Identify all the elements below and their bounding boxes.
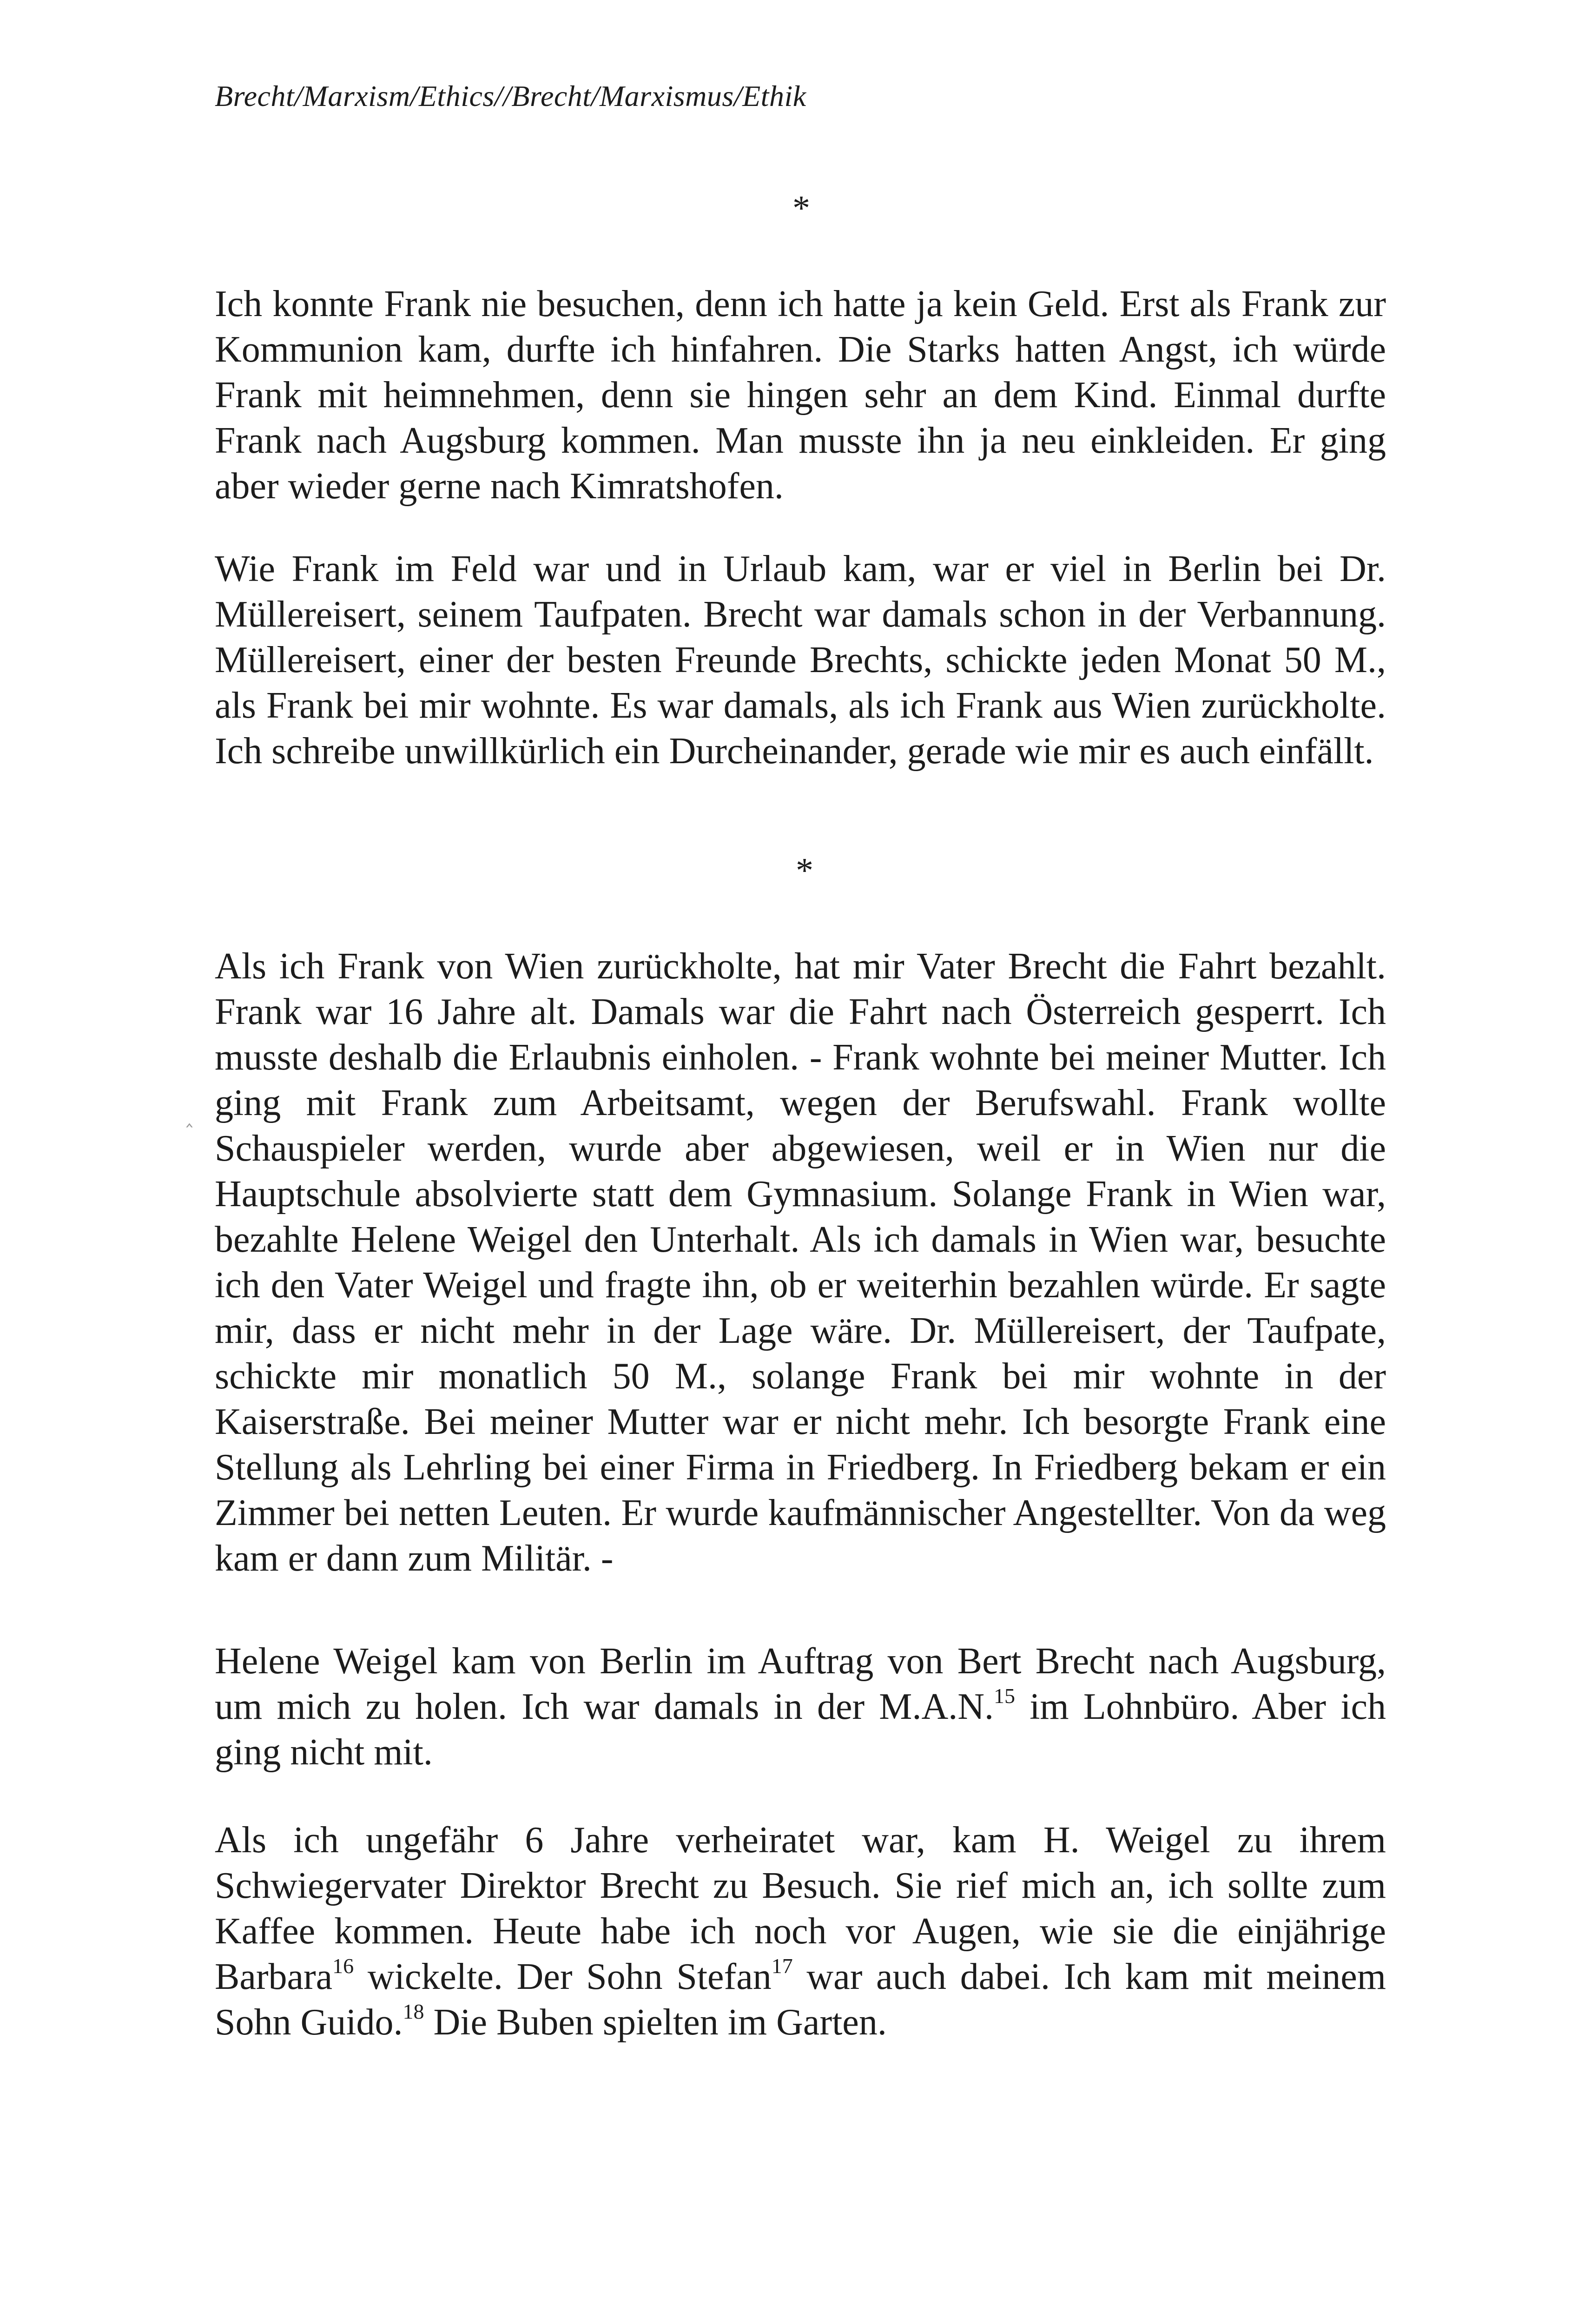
paragraph: Ich konnte Frank nie besuchen, denn ich hatte ja kein Geld. Erst als Frank zur Kommunion kam, durfte ich hinfahren. Die Starks hatten Angst, ich würde Frank mit heimnehmen, denn sie hingen sehr an dem Kind. Einmal durfte Frank nach Augsburg kommen. Man musste ihn ja neu einkleiden. Er ging aber wieder gerne nach Kimratshofen. <box>215 284 1386 507</box>
footnote-ref: 17 <box>771 1954 793 1978</box>
paragraph: Wie Frank im Feld war und in Urlaub kam, war er viel in Berlin bei Dr. Müllereisert, seinem Taufpaten. Brecht war damals schon in der Verbannung. Müllereisert, einer der besten Freunde Brechts, schickte jeden Monat 50 M., als Frank bei mir wohnte. Es war damals, als ich Frank aus Wien zurückholte. Ich schreibe unwillkürlich ein Durcheinander, gerade wie mir es auch einfällt. <box>215 548 1386 772</box>
margin-mark: ‸ <box>186 1104 193 1127</box>
paragraph-text: im Lohnbüro. Aber ich ging nicht mit. <box>215 1686 1386 1773</box>
asterisk: * <box>796 851 813 890</box>
paragraph-text: Die Buben spielten im Garten. <box>424 2002 887 2043</box>
paragraph-text: wickelte. Der Sohn Stefan <box>354 1956 772 1997</box>
footnote-ref: 16 <box>332 1954 354 1978</box>
paragraph <box>215 1817 1386 2045</box>
paragraph-text: Helene Weigel kam von Berlin im Auftrag von Bert Brecht nach Augsburg, um mich zu holen. Ich war damals in der M.A.N. <box>215 1641 1386 1727</box>
running-head: Brecht/Marxism/Ethics//Brecht/Marxismus/Ethik <box>215 79 806 112</box>
paragraph-text: war auch dabei. Ich kam mit meinem Sohn Guido. <box>215 1956 1386 2043</box>
paragraph <box>215 1638 1386 1775</box>
paragraph-text: Als ich ungefähr 6 Jahre verheiratet war, kam H. Weigel zu ihrem Schwiegervater Direktor Brecht zu Besuch. Sie rief mich an, ich sollte zum Kaffee kommen. Heute habe ich noch vor Augen, wie sie die einjährige Barbara <box>215 1820 1386 1997</box>
asterisk: * <box>792 189 810 228</box>
footnote-ref: 18 <box>403 2000 424 2024</box>
footnote-ref: 15 <box>993 1684 1015 1708</box>
paragraph: Als ich Frank von Wien zurückholte, hat mir Vater Brecht die Fahrt bezahlt. Frank war 16 Jahre alt. Damals war die Fahrt nach Österreich gesperrt. Ich musste deshalb die Erlaubnis einholen. - Frank wohnte bei meiner Mutter. Ich ging mit Frank zum Arbeitsamt, wegen der Berufswahl. Frank wollte Schauspieler werden, wurde aber abgewiesen, weil er in Wien nur die Hauptschule absolvierte statt dem Gymnasium. Solange Frank in Wien war, bezahlte Helene Weigel den Unterhalt. Als ich damals in Wien war, besuchte ich den Vater Weigel und fragte ihn, ob er weiterhin bezahlen würde. Er sagte mir, dass er nicht mehr in der Lage wäre. Dr. Müllereisert, der Taufpate, schickte mir monatlich 50 M., solange Frank bei mir wohnte in der Kaiserstraße. Bei meiner Mutter war er nicht mehr. Ich besorgte Frank eine Stellung als Lehrling bei einer Firma in Friedberg. In Friedberg bekam er ein Zimmer bei netten Leuten. Er wurde kaufmännischer Angestellter. Von da weg kam er dann zum Militär. - <box>215 946 1386 1579</box>
